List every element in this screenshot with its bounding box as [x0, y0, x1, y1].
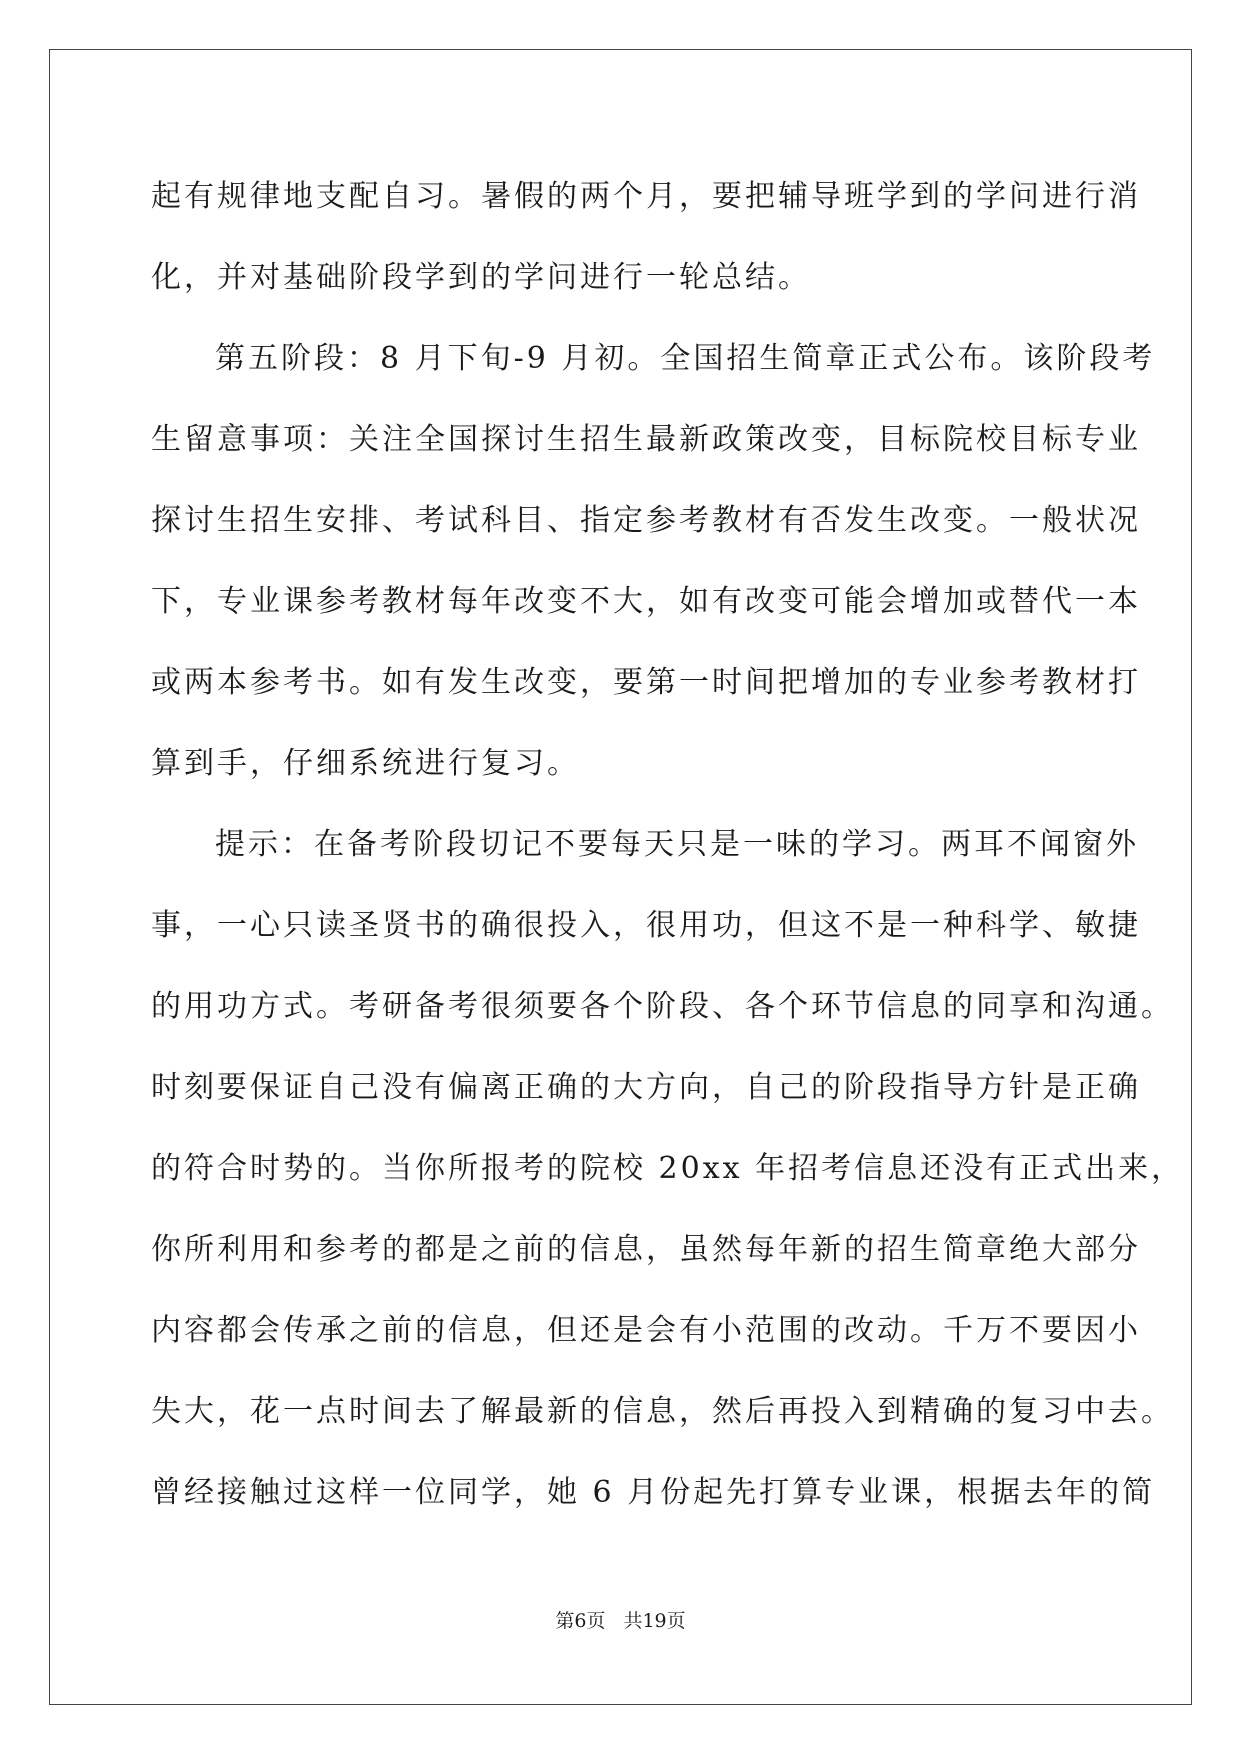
total-pages: 共19页	[623, 1610, 686, 1632]
text-line: 内容都会传承之前的信息，但还是会有小范围的改动。千万不要因小	[151, 1313, 1141, 1348]
page-number: 第6页	[555, 1610, 606, 1632]
document-body	[151, 156, 1185, 1533]
text-line: 曾经接触过这样一位同学，她 6 月份起先打算专业课，根据去年的简	[151, 1475, 1156, 1510]
text-line: 你所利用和参考的都是之前的信息，虽然每年新的招生简章绝大部分	[151, 1232, 1141, 1267]
text-line: 探讨生招生安排、考试科目、指定参考教材有否发生改变。一般状况	[151, 503, 1141, 538]
text-line: 事，一心只读圣贤书的确很投入，很用功，但这不是一种科学、敏捷	[151, 908, 1141, 943]
text-line: 算到手，仔细系统进行复习。	[151, 746, 580, 781]
text-line: 时刻要保证自己没有偏离正确的大方向，自己的阶段指导方针是正确	[151, 1070, 1141, 1105]
text-line: 起有规律地支配自习。暑假的两个月，要把辅导班学到的学问进行消	[151, 179, 1141, 214]
paragraph-start-line: 提示：在备考阶段切记不要每天只是一味的学习。两耳不闻窗外	[215, 827, 1139, 862]
paragraph-start-line: 第五阶段：8 月下旬-9 月初。全国招生简章正式公布。该阶段考	[215, 341, 1156, 376]
text-line: 下，专业课参考教材每年改变不大，如有改变可能会增加或替代一本	[151, 584, 1141, 619]
text-line: 或两本参考书。如有发生改变，要第一时间把增加的专业参考教材打	[151, 665, 1141, 700]
text-line: 化，并对基础阶段学到的学问进行一轮总结。	[151, 260, 811, 295]
text-line: 的用功方式。考研备考很须要各个阶段、各个环节信息的同享和沟通。	[151, 989, 1174, 1024]
text-line: 失大，花一点时间去了解最新的信息，然后再投入到精确的复习中去。	[151, 1394, 1174, 1429]
text-line: 的符合时势的。当你所报考的院校 20xx 年招考信息还没有正式出来，	[151, 1151, 1185, 1186]
text-line: 生留意事项：关注全国探讨生招生最新政策改变，目标院校目标专业	[151, 422, 1141, 457]
page-footer	[0, 1609, 1241, 1633]
